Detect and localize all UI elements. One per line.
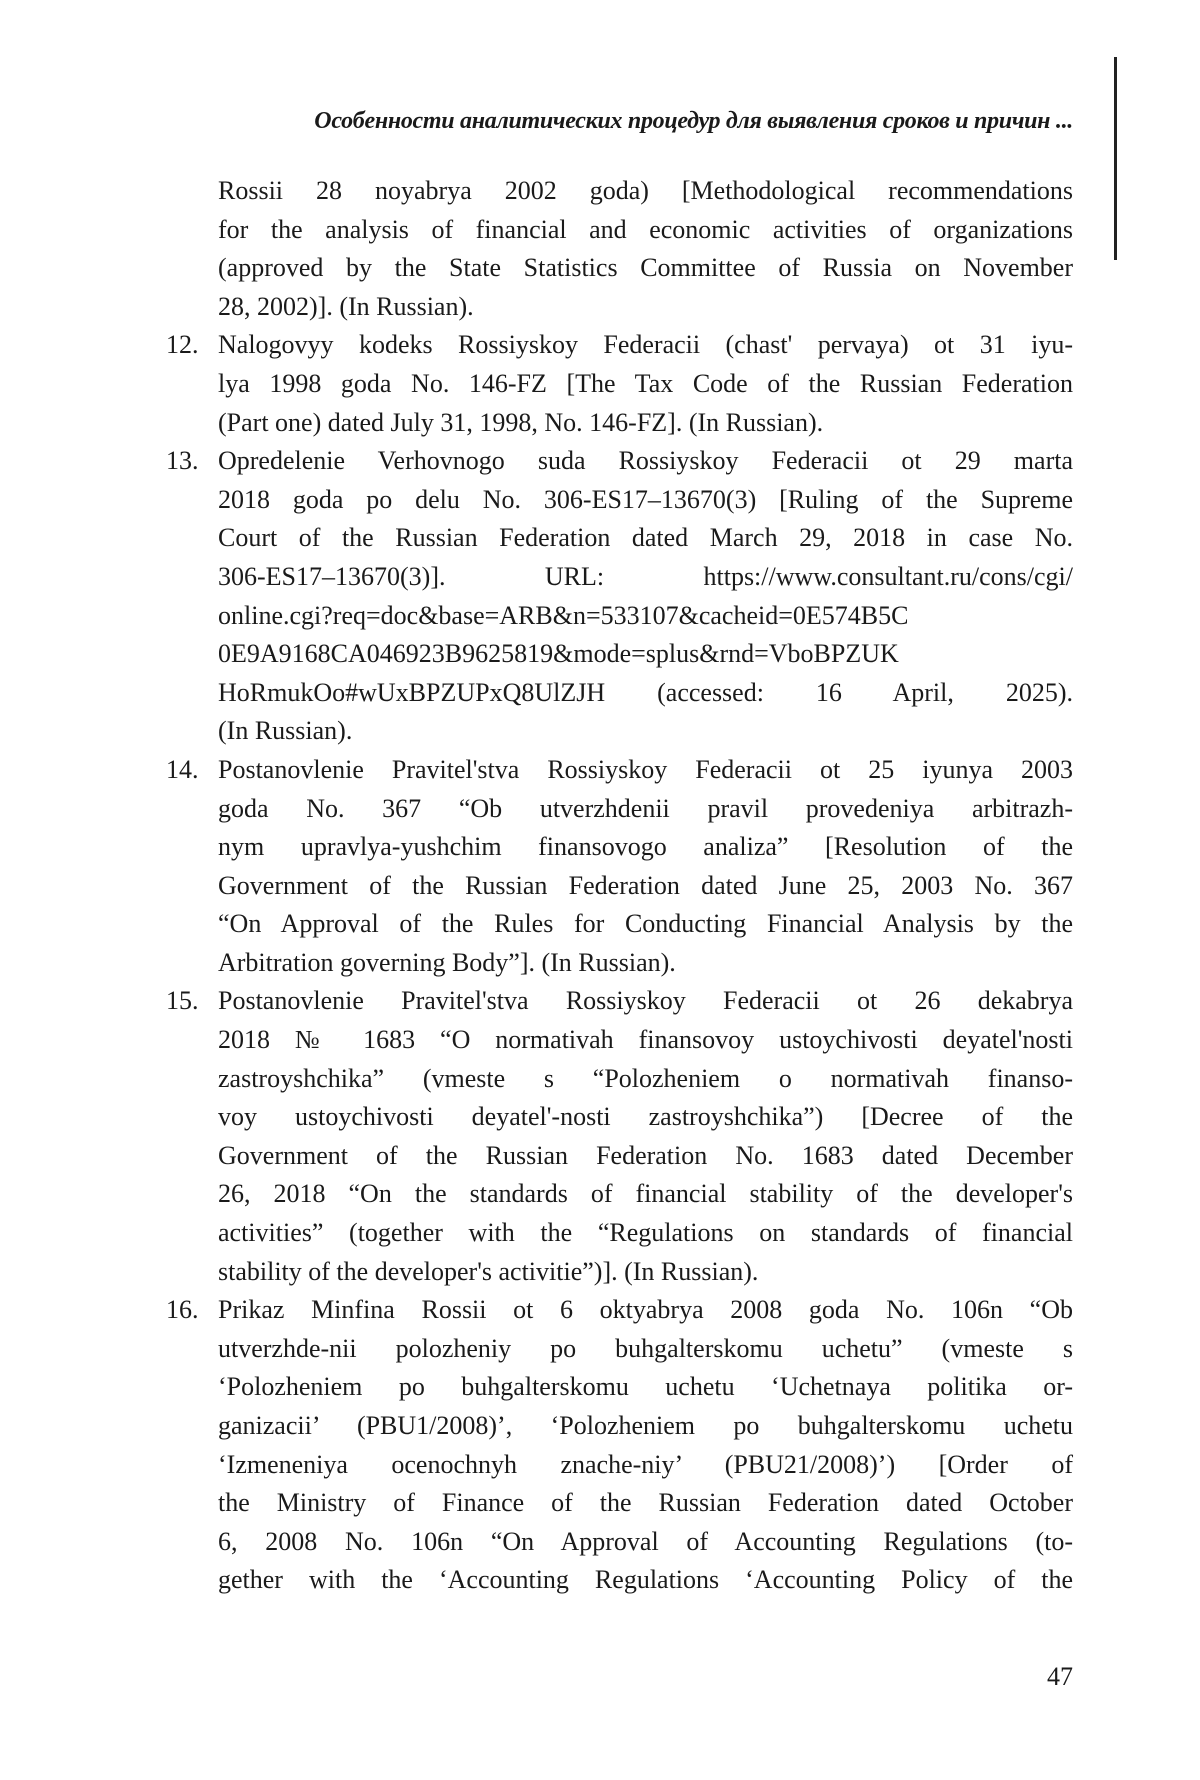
reference-line: Postanovlenie Pravitel'stva Rossiyskoy Federacii ot 25 iyunya 2003: [218, 751, 1073, 790]
reference-line: voy ustoychivosti deyatel'-nosti zastroyshchika”) [Decree of the: [218, 1098, 1073, 1137]
reference-line: “On Approval of the Rules for Conducting Financial Analysis by the: [218, 905, 1073, 944]
reference-item: [150, 442, 1073, 751]
reference-line: (Part one) dated July 31, 1998, No. 146-FZ]. (In Russian).: [218, 404, 1073, 443]
page-number: 47: [1047, 1662, 1073, 1692]
reference-line: Arbitration governing Body”]. (In Russian).: [218, 944, 1073, 983]
reference-item: [150, 326, 1073, 442]
running-header: Особенности аналитических процедур для выявления сроков и причин ...: [150, 108, 1073, 135]
reference-line: the Ministry of Finance of the Russian Federation dated October: [218, 1484, 1073, 1523]
reference-line: Government of the Russian Federation No. 1683 dated December: [218, 1137, 1073, 1176]
reference-line: 306-ES17–13670(3)]. URL: https://www.consultant.ru/cons/cgi/: [218, 558, 1073, 597]
reference-line: ‘Izmeneniya ocenochnyh znache-niy’ (PBU21/2008)’) [Order of: [218, 1446, 1073, 1485]
reference-line: 26, 2018 “On the standards of financial stability of the developer's: [218, 1175, 1073, 1214]
reference-number: 13.: [166, 442, 199, 481]
reference-line: (In Russian).: [218, 712, 1073, 751]
reference-line: Rossii 28 noyabrya 2002 goda) [Methodological recommendations: [218, 172, 1073, 211]
reference-item: [150, 1291, 1073, 1600]
reference-line: 6, 2008 No. 106n “On Approval of Accounting Regulations (to-: [218, 1523, 1073, 1562]
reference-line: Opredelenie Verhovnogo suda Rossiyskoy Federacii ot 29 marta: [218, 442, 1073, 481]
reference-line: utverzhde-nii polozheniy po buhgalterskomu uchetu” (vmeste s: [218, 1330, 1073, 1369]
reference-line: 28, 2002)]. (In Russian).: [218, 288, 1073, 327]
reference-line: goda No. 367 “Ob utverzhdenii pravil provedeniya arbitrazh-: [218, 790, 1073, 829]
reference-line: 2018 № 1683 “O normativah finansovoy ustoychivosti deyatel'nosti: [218, 1021, 1073, 1060]
reference-number: 15.: [166, 982, 199, 1021]
reference-line: 2018 goda po delu No. 306-ES17–13670(3) [Ruling of the Supreme: [218, 481, 1073, 520]
reference-number: 16.: [166, 1291, 199, 1330]
reference-line: Postanovlenie Pravitel'stva Rossiyskoy Federacii ot 26 dekabrya: [218, 982, 1073, 1021]
reference-line: lya 1998 goda No. 146-FZ [The Tax Code of the Russian Federation: [218, 365, 1073, 404]
reference-number: 12.: [166, 326, 199, 365]
reference-line: online.cgi?req=doc&base=ARB&n=533107&cacheid=0E574B5C: [218, 597, 1073, 636]
reference-line: Government of the Russian Federation dated June 25, 2003 No. 367: [218, 867, 1073, 906]
reference-line: zastroyshchika” (vmeste s “Polozheniem o normativah finanso-: [218, 1060, 1073, 1099]
reference-line: Court of the Russian Federation dated March 29, 2018 in case No.: [218, 519, 1073, 558]
reference-item: [150, 751, 1073, 983]
reference-number: 14.: [166, 751, 199, 790]
reference-line: Prikaz Minfina Rossii ot 6 oktyabrya 2008 goda No. 106n “Ob: [218, 1291, 1073, 1330]
reference-line: gether with the ‘Accounting Regulations ‘Accounting Policy of the: [218, 1561, 1073, 1600]
reference-line: 0E9A9168CA046923B9625819&mode=splus&rnd=VboBPZUK: [218, 635, 1073, 674]
reference-line: nym upravlya-yushchim finansovogo analiza” [Resolution of the: [218, 828, 1073, 867]
reference-line: activities” (together with the “Regulations on standards of financial: [218, 1214, 1073, 1253]
reference-item: [150, 982, 1073, 1291]
reference-line: ‘Polozheniem po buhgalterskomu uchetu ‘Uchetnaya politika or-: [218, 1368, 1073, 1407]
reference-line: (approved by the State Statistics Committee of Russia on November: [218, 249, 1073, 288]
margin-rule: [1114, 57, 1117, 260]
reference-line: stability of the developer's activitie”)]. (In Russian).: [218, 1253, 1073, 1292]
reference-line: Nalogovyy kodeks Rossiyskoy Federacii (chast' pervaya) ot 31 iyu-: [218, 326, 1073, 365]
reference-line: ganizacii’ (PBU1/2008)’, ‘Polozheniem po buhgalterskomu uchetu: [218, 1407, 1073, 1446]
reference-list: [150, 172, 1073, 1600]
reference-line: HoRmukOo#wUxBPZUPxQ8UlZJH (accessed: 16 April, 2025).: [218, 674, 1073, 713]
reference-item: [150, 172, 1073, 326]
reference-line: for the analysis of financial and economic activities of organizations: [218, 211, 1073, 250]
